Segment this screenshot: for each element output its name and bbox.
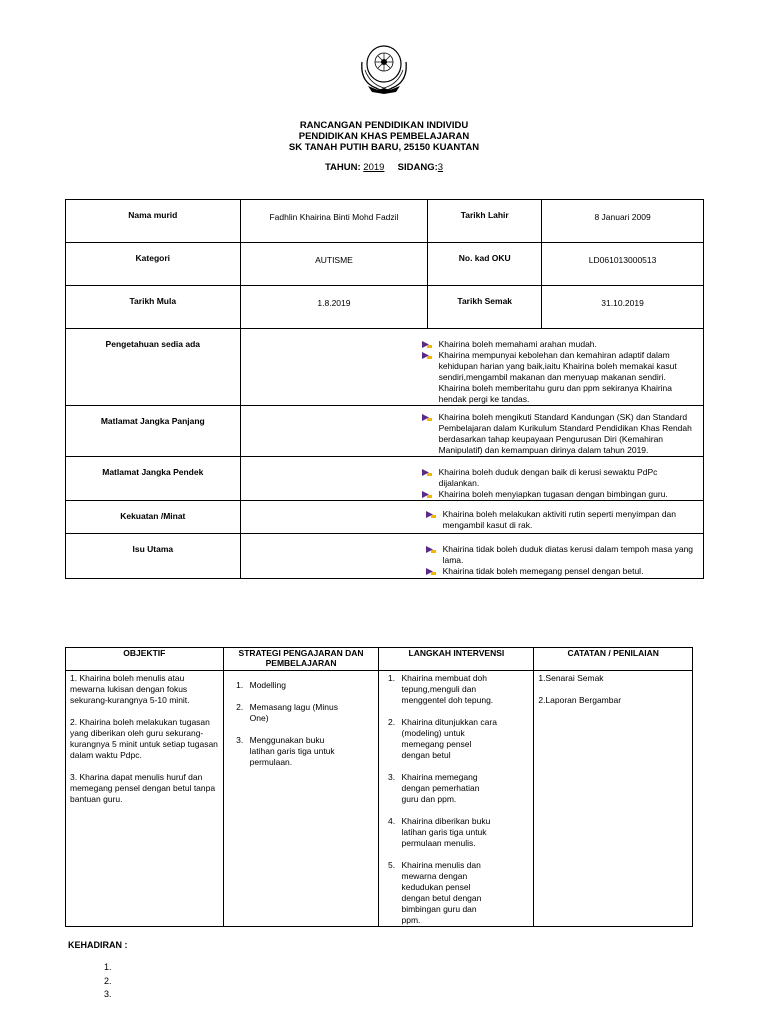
semak-label: Tarikh Semak: [428, 286, 542, 329]
semak-value: 31.10.2019: [542, 286, 704, 329]
langkah-item: 4. Khairina diberikan buku latihan garis tiga untuk permulaan menulis.: [397, 816, 497, 849]
mula-label: Tarikh Mula: [66, 286, 241, 329]
section-row: [66, 534, 704, 579]
langkah-item: 5. Khairina menulis dan mewarna dengan kedudukan pensel dengan betul dengan bimbingan guru dan ppm.: [397, 860, 497, 926]
tahun-value: 2019: [363, 162, 385, 173]
list-item: Khairina boleh mengikuti Standard Kandungan (SK) dan Standard Pembelajaran dalam Kurikulum Standard Pendidikan Khas Rendah berdasarkan tahap keupayaan Pengurusan Diri (Kemahiran Manipulatif) dan kemampuan dirinya dalam tahun 2019.: [421, 412, 695, 456]
langkah-item: 1. Khairina membuat doh tepung,menguli dan menggentel doh tepung.: [397, 673, 497, 706]
arrow-bullet-icon: [425, 510, 437, 519]
arrow-bullet-icon: [425, 567, 437, 576]
oku-label: No. kad OKU: [428, 243, 542, 286]
mula-value: 1.8.2019: [240, 286, 428, 329]
strategi-item: 1. Modelling: [246, 680, 345, 691]
kehadiran-list: [104, 961, 112, 1002]
nama-value: Fadhlin Khairina Binti Mohd Fadzil: [240, 200, 428, 243]
section-label: Matlamat Jangka Pendek: [66, 457, 241, 501]
arrow-bullet-icon: [421, 351, 433, 360]
arrow-bullet-icon: [421, 340, 433, 349]
objektif-item: 1. Khairina boleh menulis atau mewarna lukisan dengan fokus sekurang-kurangnya 5-10 minit.: [70, 673, 190, 705]
section-label: Matlamat Jangka Panjang: [66, 406, 241, 457]
nama-label: Nama murid: [66, 200, 241, 243]
langkah-cell: [379, 671, 534, 927]
objektif-item: 3. Kharina dapat menulis huruf dan memegang pensel dengan betul tanpa bantuan guru.: [70, 772, 216, 804]
arrow-bullet-icon: [421, 468, 433, 477]
list-item: Khairina boleh menyiapkan tugasan dengan bimbingan guru.: [421, 489, 695, 500]
col-header-strategi: STRATEGI PENGAJARAN DAN PEMBELAJARAN: [223, 648, 379, 671]
kategori-label: Kategori: [66, 243, 241, 286]
objektif-item: 2. Khairina boleh melakukan tugasan yang diberikan oleh guru sekurang-kurangnya 5 minit untuk setiap tugasan dalam waktu Pdpc.: [70, 717, 218, 760]
list-item: Khairina boleh duduk dengan baik di kerusi sewaktu PdPc dijalankan.: [421, 467, 695, 489]
kehadiran-title: KEHADIRAN :: [68, 940, 128, 950]
strategi-item: 2. Memasang lagu (Minus One): [246, 702, 345, 724]
list-item: Khairina mempunyai kebolehan dan kemahiran adaptif dalam kehidupan harian yang baik,iaitu Khairina boleh memakai kasut sendiri,mengambil makanan dan menyuap makanan sendiri. Khairina boleh memberitahu guru dan ppm sekiranya Khairina hendak pergi ke tandas.: [421, 350, 695, 405]
catatan-item: 2.Laporan Bergambar: [538, 695, 622, 705]
strategi-item: 3. Menggunakan buku latihan garis tiga untuk permulaan.: [246, 735, 345, 768]
strategi-cell: [223, 671, 379, 927]
section-row: [66, 329, 704, 406]
list-item: Khairina tidak boleh duduk diatas kerusi dalam tempoh masa yang lama.: [425, 544, 695, 566]
langkah-item: 3. Khairina memegang dengan pemerhatian guru dan ppm.: [397, 772, 497, 805]
kategori-value: AUTISME: [240, 243, 428, 286]
section-label: Kekuatan /Minat: [66, 501, 241, 534]
title-line-1: RANCANGAN PENDIDIKAN INDIVIDU: [299, 120, 469, 131]
col-header-catatan: CATATAN / PENILAIAN: [534, 648, 693, 671]
section-row: [66, 501, 704, 534]
lahir-label: Tarikh Lahir: [428, 200, 542, 243]
title-line-3: SK TANAH PUTIH BARU, 25150 KUANTAN: [288, 142, 480, 153]
list-item: Khairina boleh memahami arahan mudah.: [421, 339, 695, 350]
school-crest-logo: [356, 40, 412, 96]
sidang-label: SIDANG:: [397, 162, 438, 173]
list-item: Khairina tidak boleh memegang pensel dengan betul.: [425, 566, 695, 577]
col-header-objektif: OBJEKTIF: [66, 648, 224, 671]
kehadiran-item: 3.: [104, 989, 112, 999]
sidang-value: 3: [437, 162, 444, 173]
catatan-item: 1.Senarai Semak: [538, 673, 604, 683]
student-info-table: [65, 199, 704, 579]
year-session: [0, 162, 768, 173]
arrow-bullet-icon: [421, 413, 433, 422]
arrow-bullet-icon: [421, 490, 433, 499]
oku-value: LD061013000513: [542, 243, 704, 286]
langkah-item: 2. Khairina ditunjukkan cara (modeling) untuk memegang pensel dengan betul: [397, 717, 497, 761]
objektif-cell: [66, 671, 224, 927]
title-line-2: PENDIDIKAN KHAS PEMBELAJARAN: [298, 131, 470, 142]
section-row: [66, 457, 704, 501]
catatan-cell: [534, 671, 693, 927]
kehadiran-item: 2.: [104, 975, 112, 986]
tahun-label: TAHUN:: [324, 162, 361, 173]
lahir-value: 8 Januari 2009: [542, 200, 704, 243]
col-header-langkah: LANGKAH INTERVENSI: [379, 648, 534, 671]
list-item: Khairina boleh melakukan aktiviti rutin seperti menyimpan dan mengambil kasut di rak.: [425, 509, 695, 531]
section-label: Pengetahuan sedia ada: [66, 329, 241, 406]
kehadiran-item: 1.: [104, 962, 112, 972]
arrow-bullet-icon: [425, 545, 437, 554]
intervention-plan-table: [65, 647, 693, 927]
section-row: [66, 406, 704, 457]
section-label: Isu Utama: [66, 534, 241, 579]
